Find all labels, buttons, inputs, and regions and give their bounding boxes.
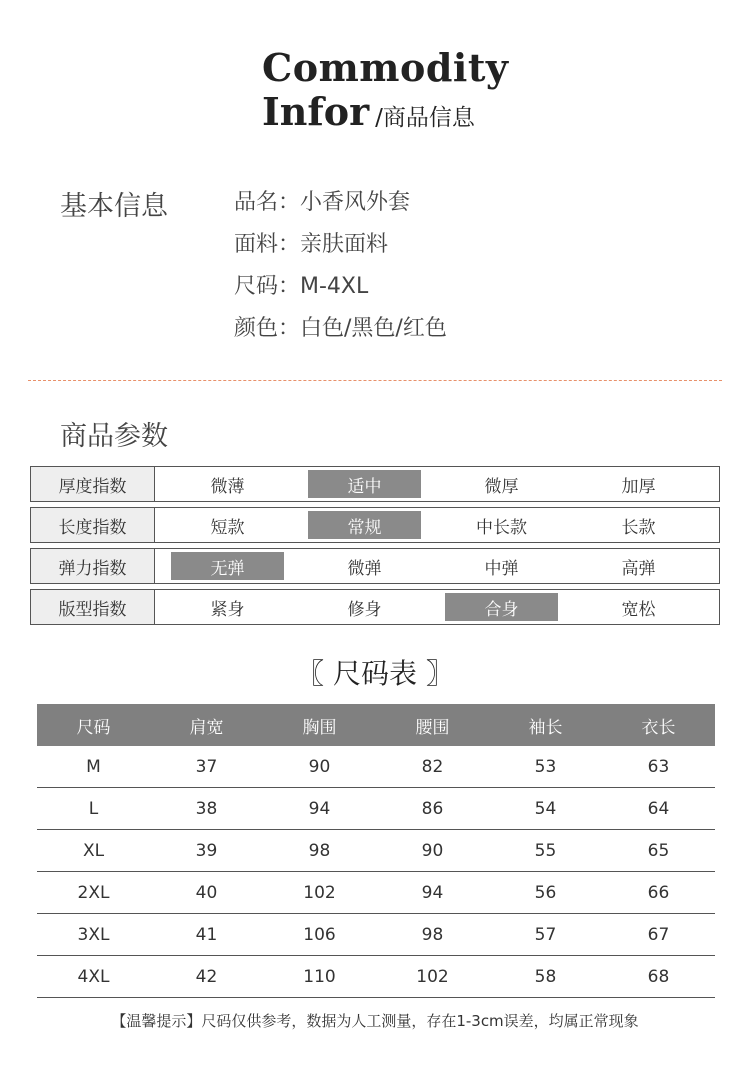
table-cell: 66	[602, 872, 715, 914]
size-chart-title: 〖 尺码表 〗	[296, 657, 454, 690]
param-option: 短款	[210, 517, 245, 538]
table-cell: 64	[602, 788, 715, 830]
param-option: 高弹	[621, 558, 656, 579]
table-cell: M	[37, 746, 150, 788]
param-option: 无弹	[171, 552, 284, 580]
param-option: 微弹	[347, 558, 382, 579]
params-table	[30, 466, 720, 630]
param-option: 中弹	[484, 558, 519, 579]
header-cell: 腰围	[376, 704, 489, 746]
table-cell: 40	[150, 872, 263, 914]
param-row-elasticity	[30, 548, 720, 584]
param-row-length	[30, 507, 720, 543]
param-option: 加厚	[621, 476, 656, 497]
table-cell: 57	[489, 914, 602, 956]
table-cell: 3XL	[37, 914, 150, 956]
table-cell: 63	[602, 746, 715, 788]
table-cell: 65	[602, 830, 715, 872]
table-row	[37, 746, 715, 788]
header-cell: 袖长	[489, 704, 602, 746]
header-cell: 胸围	[263, 704, 376, 746]
table-cell: 90	[376, 830, 489, 872]
table-cell: 53	[489, 746, 602, 788]
size-chart-table	[37, 704, 715, 998]
table-cell: 106	[263, 914, 376, 956]
size-chart-header-row	[37, 704, 715, 746]
param-option: 适中	[308, 470, 421, 498]
param-option: 修身	[347, 599, 382, 620]
table-cell: 38	[150, 788, 263, 830]
dashed-divider	[28, 380, 722, 381]
table-cell: 86	[376, 788, 489, 830]
header-cell: 肩宽	[150, 704, 263, 746]
table-row	[37, 914, 715, 956]
title-line-2: Infor	[262, 89, 370, 134]
size-note: 【温馨提示】尺码仅供参考，数据为人工测量，存在1-3cm误差，均属正常现象	[111, 1012, 639, 1030]
param-option: 合身	[445, 593, 558, 621]
table-cell: 54	[489, 788, 602, 830]
header-cell: 衣长	[602, 704, 715, 746]
table-row	[37, 830, 715, 872]
table-cell: 90	[263, 746, 376, 788]
table-cell: 94	[376, 872, 489, 914]
table-row	[37, 872, 715, 914]
table-cell: 94	[263, 788, 376, 830]
param-label: 版型指数	[31, 590, 155, 624]
param-row-fit	[30, 589, 720, 625]
basic-info-name: 品名：小香风外套	[234, 190, 411, 215]
table-cell: 2XL	[37, 872, 150, 914]
param-option: 长款	[621, 517, 656, 538]
param-label: 弹力指数	[31, 549, 155, 583]
param-option: 宽松	[621, 599, 656, 620]
page-title	[262, 46, 509, 134]
basic-info-color: 颜色：白色/黑色/红色	[234, 316, 447, 341]
header-cell: 尺码	[37, 704, 150, 746]
title-line-1: Commodity	[262, 45, 509, 90]
basic-info-list	[234, 182, 447, 350]
param-option: 中长款	[476, 517, 527, 538]
table-cell: 110	[263, 956, 376, 998]
table-cell: 37	[150, 746, 263, 788]
params-heading: 商品参数	[60, 421, 168, 452]
table-cell: 102	[263, 872, 376, 914]
table-cell: 4XL	[37, 956, 150, 998]
param-option: 常规	[308, 511, 421, 539]
table-cell: 41	[150, 914, 263, 956]
table-cell: L	[37, 788, 150, 830]
table-cell: 58	[489, 956, 602, 998]
param-label: 长度指数	[31, 508, 155, 542]
basic-info-size: 尺码：M-4XL	[234, 274, 369, 299]
table-row	[37, 956, 715, 998]
param-option: 紧身	[210, 599, 245, 620]
table-cell: 102	[376, 956, 489, 998]
table-cell: 67	[602, 914, 715, 956]
table-cell: 68	[602, 956, 715, 998]
table-cell: 39	[150, 830, 263, 872]
table-cell: 98	[263, 830, 376, 872]
title-cn: /商品信息	[375, 105, 475, 131]
table-cell: 42	[150, 956, 263, 998]
table-cell: XL	[37, 830, 150, 872]
table-cell: 56	[489, 872, 602, 914]
table-cell: 98	[376, 914, 489, 956]
table-cell: 55	[489, 830, 602, 872]
basic-info-heading: 基本信息	[60, 191, 168, 222]
param-row-thickness	[30, 466, 720, 502]
param-option: 微薄	[210, 476, 245, 497]
table-row	[37, 788, 715, 830]
basic-info-fabric: 面料：亲肤面料	[234, 232, 389, 257]
param-option: 微厚	[484, 476, 519, 497]
table-cell: 82	[376, 746, 489, 788]
param-label: 厚度指数	[31, 467, 155, 501]
